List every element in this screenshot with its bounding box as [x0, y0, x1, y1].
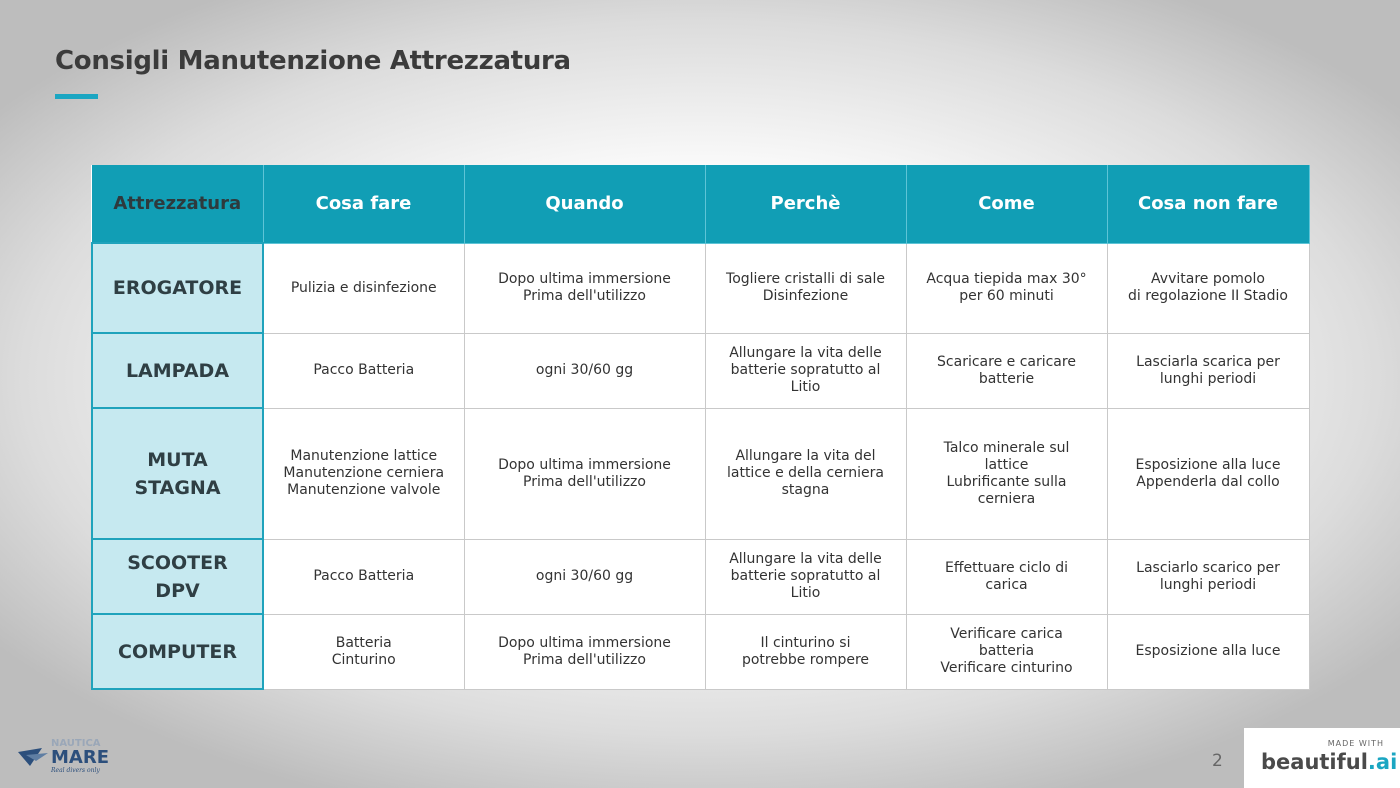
table-row [92, 408, 1309, 539]
header-cosa-non-fare: Cosa non fare [1107, 165, 1309, 243]
row-item: COMPUTER [92, 614, 263, 689]
row-item: EROGATORE [92, 243, 263, 333]
row-item: LAMPADA [92, 333, 263, 408]
cell-quando: ogni 30/60 gg [464, 539, 705, 614]
made-with-badge[interactable] [1244, 728, 1400, 788]
made-with-label: MADE WITH [1327, 739, 1384, 748]
cell-cosa-non-fare: Avvitare pomolo di regolazione II Stadio [1107, 243, 1309, 333]
cell-perche: Allungare la vita del lattice e della cerniera stagna [705, 408, 906, 539]
table-row [92, 243, 1309, 333]
page-number: 2 [1212, 751, 1223, 771]
cell-cosa-fare: Manutenzione lattice Manutenzione cerniera Manutenzione valvole [263, 408, 464, 539]
cell-quando: Dopo ultima immersione Prima dell'utilizzo [464, 243, 705, 333]
cell-cosa-fare: Pacco Batteria [263, 539, 464, 614]
title-underline [55, 94, 98, 99]
row-item: MUTA STAGNA [92, 408, 263, 539]
cell-cosa-fare: Pacco Batteria [263, 333, 464, 408]
cell-quando: ogni 30/60 gg [464, 333, 705, 408]
cell-perche: Allungare la vita delle batterie sopratutto al Litio [705, 539, 906, 614]
nautica-mare-logo [18, 735, 130, 775]
cell-cosa-fare: Batteria Cinturino [263, 614, 464, 689]
table-row [92, 539, 1309, 614]
cell-come: Verificare carica batteria Verificare cinturino [906, 614, 1107, 689]
row-item: SCOOTER DPV [92, 539, 263, 614]
brand-suffix: .ai [1367, 750, 1398, 774]
cell-come: Talco minerale sul lattice Lubrificante sulla cerniera [906, 408, 1107, 539]
header-attrezzatura: Attrezzatura [92, 165, 263, 243]
cell-cosa-non-fare: Lasciarlo scarico per lunghi periodi [1107, 539, 1309, 614]
brand-name-main: beautiful [1261, 750, 1368, 774]
logo-tagline: Real divers only [51, 767, 100, 774]
logo-line2: MARE [51, 747, 109, 768]
cell-perche: Togliere cristalli di sale Disinfezione [705, 243, 906, 333]
header-cosa-fare: Cosa fare [263, 165, 464, 243]
header-perche: Perchè [705, 165, 906, 243]
header-come: Come [906, 165, 1107, 243]
cell-come: Acqua tiepida max 30° per 60 minuti [906, 243, 1107, 333]
cell-come: Effettuare ciclo di carica [906, 539, 1107, 614]
cell-perche: Allungare la vita delle batterie sopratutto al Litio [705, 333, 906, 408]
header-quando: Quando [464, 165, 705, 243]
logo-line1: NAUTICA [51, 738, 101, 749]
table-row [92, 614, 1309, 689]
cell-cosa-non-fare: Esposizione alla luce [1107, 614, 1309, 689]
cell-cosa-fare: Pulizia e disinfezione [263, 243, 464, 333]
table-row [92, 333, 1309, 408]
cell-quando: Dopo ultima immersione Prima dell'utilizzo [464, 408, 705, 539]
cell-cosa-non-fare: Esposizione alla luce Appenderla dal collo [1107, 408, 1309, 539]
cell-come: Scaricare e caricare batterie [906, 333, 1107, 408]
cell-cosa-non-fare: Lasciarla scarica per lunghi periodi [1107, 333, 1309, 408]
cell-quando: Dopo ultima immersione Prima dell'utilizzo [464, 614, 705, 689]
brand-name [1261, 750, 1397, 774]
maintenance-table [91, 165, 1310, 690]
table-header-row [92, 165, 1309, 243]
slide-title: Consigli Manutenzione Attrezzatura [55, 46, 571, 76]
cell-perche: Il cinturino si potrebbe rompere [705, 614, 906, 689]
